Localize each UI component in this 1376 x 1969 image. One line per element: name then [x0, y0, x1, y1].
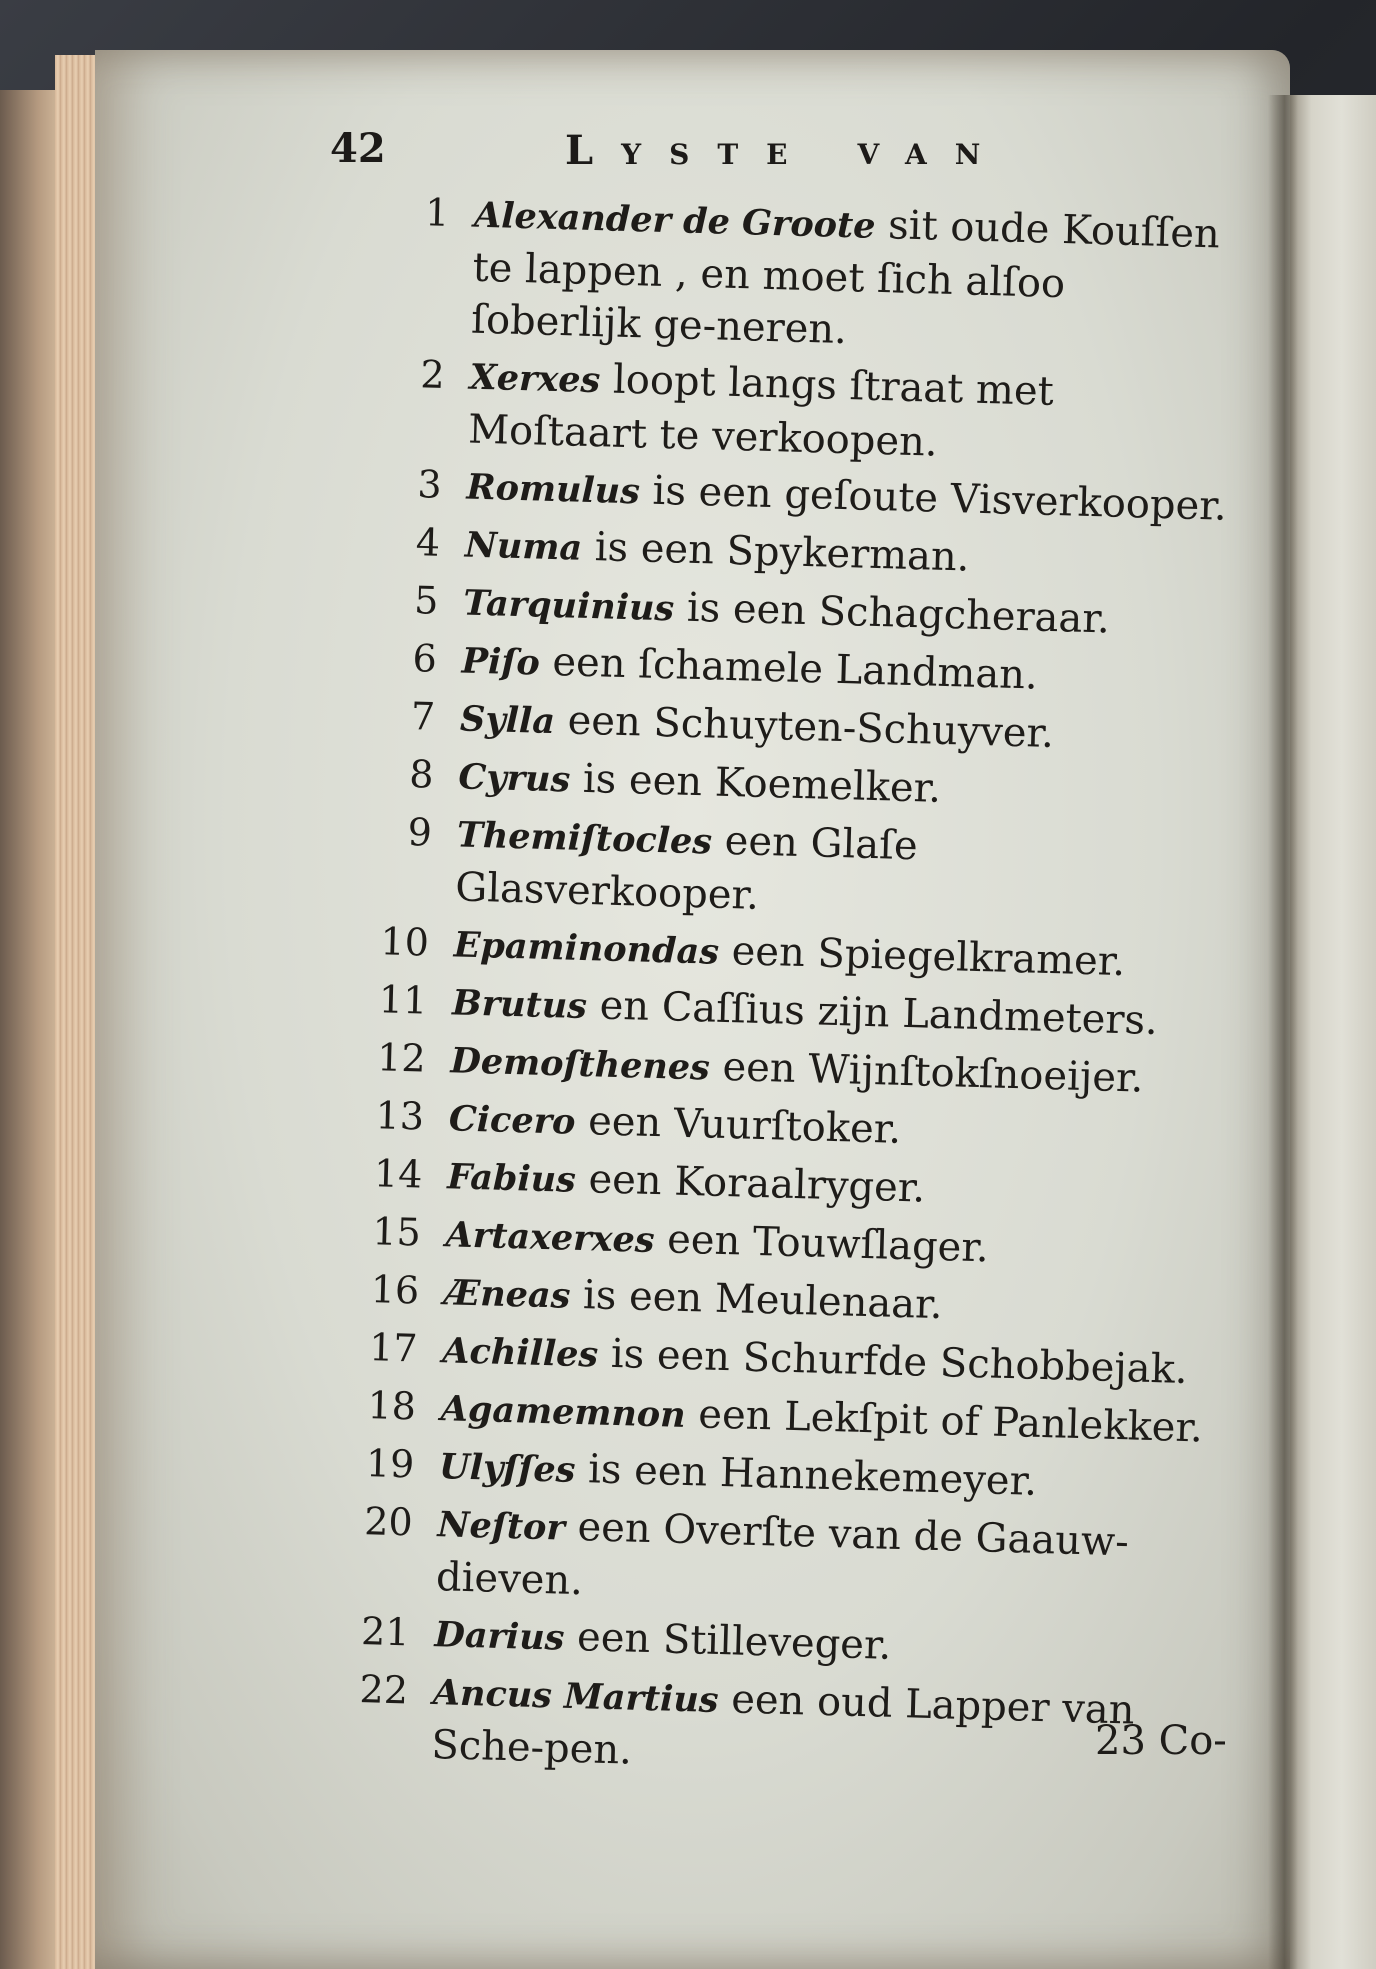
entry-number: 22	[359, 1667, 409, 1713]
entry-name: Themiſtocles	[456, 814, 713, 863]
entry-name: Cicero	[448, 1098, 577, 1143]
entry-number: 1	[424, 190, 450, 235]
entry-description: een oud Lapper van Sche-pen.	[430, 1676, 1136, 1774]
entry-name: Darius	[433, 1614, 565, 1659]
entry-description: is een Koemelker.	[569, 755, 942, 812]
entry-list	[336, 185, 1240, 1796]
entry-description: een Overſte van de Gaauw-dieven.	[435, 1503, 1130, 1605]
list-item	[376, 185, 1240, 367]
entry-text	[455, 807, 1223, 934]
entry-name: Epaminondas	[453, 924, 720, 973]
entry-description: een Lekſpit of Panlekker.	[685, 1391, 1204, 1452]
entry-description: is een Meulenaar.	[569, 1271, 944, 1329]
entry-name: Artaxerxes	[445, 1214, 656, 1262]
entry-text	[467, 350, 1235, 477]
entry-number: 4	[415, 520, 441, 565]
entry-description: een Koraalryger.	[575, 1155, 926, 1212]
entry-number: 7	[410, 694, 436, 739]
entry-description: is een Schurfde Schobbejak.	[597, 1330, 1189, 1394]
entry-number: 21	[360, 1609, 411, 1655]
entry-name: Alexander de Groote	[473, 194, 877, 247]
entry-description: en Caſſius zijn Landmeters.	[586, 982, 1159, 1045]
entry-name: Xerxes	[469, 356, 601, 402]
entry-number: 2	[419, 352, 446, 397]
entry-text	[471, 188, 1240, 367]
entry-name: Neſtor	[437, 1504, 566, 1549]
gutter-shadow	[1268, 95, 1298, 1969]
entry-number: 5	[413, 578, 440, 623]
list-item	[360, 805, 1223, 935]
entry-number: 20	[363, 1499, 414, 1545]
catchword: 23 Co-	[1095, 1718, 1227, 1764]
entry-number: 3	[416, 462, 443, 507]
entry-description: sit oude Kouſſen te lappen , en moet ſich alſoo ſoberlijk ge-neren.	[470, 201, 1221, 354]
entry-description: is een Hannekemeyer.	[574, 1445, 1038, 1505]
entry-number: 6	[412, 636, 438, 681]
entry-description: een Glaſe Glasverkooper.	[454, 817, 919, 919]
entry-name: Sylla	[459, 698, 556, 743]
entry-number: 16	[370, 1267, 420, 1313]
facing-page	[1290, 95, 1376, 1969]
entry-description: een Schuyten-Schuyver.	[554, 697, 1055, 758]
entry-text	[435, 1497, 1203, 1624]
entry-name: Ancus Martius	[432, 1672, 720, 1722]
list-item	[373, 347, 1236, 477]
entry-number: 19	[365, 1441, 415, 1487]
entry-name: Romulus	[466, 466, 641, 513]
entry-text	[431, 1665, 1199, 1792]
page-header	[330, 125, 1050, 195]
entry-description: is een geſoute Visverkooper.	[639, 467, 1228, 530]
entry-description: een ſchamele Landman.	[539, 638, 1039, 699]
entry-name: Piſo	[461, 640, 541, 684]
entry-number: 18	[366, 1383, 417, 1429]
entry-description: een Vuurſtoker.	[574, 1097, 902, 1153]
entry-name: Æneas	[443, 1272, 571, 1317]
entry-name: Tarquinius	[462, 582, 675, 630]
entry-number: 13	[375, 1093, 425, 1139]
list-item	[340, 1494, 1203, 1624]
entry-name: Numa	[464, 524, 583, 569]
entry-description: loopt langs ſtraat met Moſtaart te verkoopen.	[467, 356, 1055, 466]
page-number: 42	[330, 125, 386, 172]
entry-number: 8	[408, 752, 435, 797]
entry-name: Demoſthenes	[450, 1040, 711, 1089]
entry-description: een Stilleveger.	[563, 1613, 893, 1669]
entry-name: Ulyſſes	[438, 1446, 577, 1491]
entry-description: is een Spykerman.	[581, 523, 971, 581]
entry-number: 11	[378, 977, 428, 1023]
entry-number: 15	[371, 1209, 422, 1255]
entry-number: 12	[376, 1035, 427, 1081]
list-item	[336, 1662, 1199, 1792]
entry-description: is een Schagcheraar.	[673, 584, 1111, 643]
entry-number: 17	[368, 1325, 419, 1371]
entry-number: 14	[373, 1151, 424, 1197]
running-head: Lyste van	[565, 127, 1009, 174]
entry-description: een Touwſlager.	[653, 1216, 990, 1272]
entry-name: Brutus	[451, 982, 588, 1028]
entry-name: Agamemnon	[440, 1388, 687, 1437]
entry-description: een Spiegelkramer.	[718, 927, 1126, 986]
entry-number: 10	[379, 919, 430, 965]
entry-name: Achilles	[441, 1330, 599, 1376]
entry-name: Cyrus	[457, 756, 571, 801]
entry-name: Fabius	[446, 1156, 577, 1201]
entry-description: een Wijnſtokſnoeijer.	[709, 1043, 1145, 1102]
entry-number: 9	[407, 810, 433, 855]
